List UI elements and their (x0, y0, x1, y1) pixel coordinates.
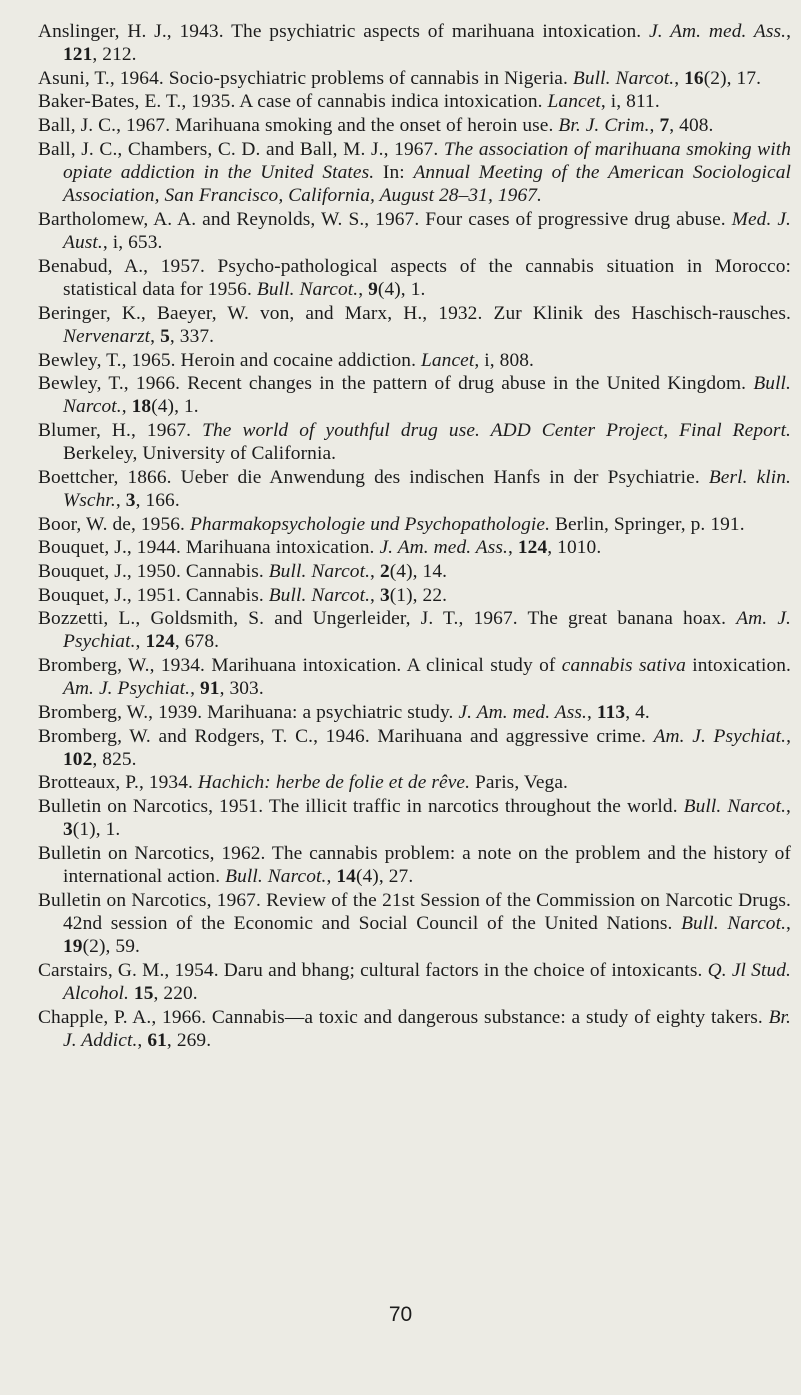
reference-title-italic: cannabis sativa (561, 655, 686, 677)
reference-text: , 825. (92, 748, 137, 770)
reference-text: Bozzetti, L., Goldsmith, S. and Ungerleider, J. T., 1967. The great banana hoax. (38, 608, 737, 630)
reference-volume: 18 (131, 396, 152, 418)
reference-list (38, 20, 791, 1052)
reference-title-italic: Bull. Narcot. (256, 279, 359, 301)
reference-text: (4), 27. (355, 866, 414, 888)
reference-text: , (786, 725, 792, 747)
reference-volume: 19 (63, 936, 83, 958)
reference-title-italic: Med. J. Aust. (63, 208, 791, 254)
reference-text: , (649, 115, 660, 137)
reference-entry (38, 771, 791, 794)
reference-title-italic: Lancet (420, 349, 475, 371)
reference-text: , (786, 796, 791, 818)
reference-title-italic: Bull. Narcot. (681, 913, 787, 935)
reference-text: (4), 14. (389, 560, 448, 582)
reference-text: Benabud, A., 1957. Psycho-pathological aspects of the cannabis situation in Morocco: statistical data for 1956. (38, 255, 791, 301)
reference-title-italic: J. Am. med. Ass. (649, 21, 787, 42)
reference-title-italic: Am. J. Psychiat. (653, 725, 787, 747)
reference-text: , 1010. (547, 537, 602, 559)
reference-text: , (150, 325, 161, 347)
reference-text: Beringer, K., Baeyer, W. von, and Marx, H., 1932. Zur Klinik des Haschisch-rausches. (38, 302, 791, 324)
reference-entry (38, 208, 791, 255)
reference-entry (38, 90, 791, 113)
reference-volume: 9 (368, 279, 378, 301)
reference-text: Boettcher, 1866. Ueber die Anwendung des indischen Hanfs in der Psychiatrie. (38, 466, 709, 488)
reference-text: Paris, Vega. (470, 772, 568, 794)
reference-title-italic: Nervenarzt (63, 325, 151, 347)
reference-entry (38, 67, 791, 90)
reference-title-italic: Bull. Narcot. (268, 584, 371, 606)
reference-title-italic: J. Am. med. Ass. (379, 537, 508, 559)
reference-text: , (586, 701, 597, 723)
reference-entry (38, 725, 791, 772)
reference-text: Bouquet, J., 1950. Cannabis. (38, 560, 269, 582)
reference-title-italic: J. Am. med. Ass. (458, 701, 587, 723)
reference-text: Berkeley, University of California. (63, 443, 337, 465)
reference-text: Bromberg, W., 1934. Marihuana intoxication. A clinical study of (38, 655, 562, 677)
reference-volume: 91 (199, 678, 220, 700)
reference-entry (38, 654, 791, 701)
reference-entry (38, 560, 791, 583)
reference-entry (38, 114, 791, 137)
reference-entry (38, 372, 791, 419)
reference-text: , 220. (153, 983, 198, 1005)
reference-text: Anslinger, H. J., 1943. The psychiatric aspects of marihuana intoxication. (38, 21, 649, 42)
reference-title-italic: Bull. Narcot. (683, 796, 787, 818)
reference-entry (38, 349, 791, 372)
reference-text: , (326, 866, 337, 888)
reference-volume: 16 (684, 67, 704, 89)
reference-text: Bartholomew, A. A. and Reynolds, W. S., 1967. Four cases of progressive drug abuse. (38, 208, 732, 230)
reference-text: , 303. (219, 678, 264, 700)
reference-entry (38, 513, 791, 536)
reference-entry (38, 419, 791, 466)
reference-text: Baker-Bates, E. T., 1935. A case of cannabis indica intoxication. (38, 91, 548, 113)
reference-volume: 61 (147, 1030, 167, 1052)
reference-text: , (786, 913, 791, 935)
reference-volume: 3 (379, 584, 390, 606)
reference-text: , (121, 396, 132, 418)
reference-title-italic: Berl. klin. Wschr. (63, 466, 791, 512)
reference-text: intoxication. (685, 655, 791, 677)
reference-text: Ball, J. C., 1967. Marihuana smoking and the onset of heroin use. (38, 115, 559, 137)
reference-title-italic: Br. J. Addict. (63, 1006, 791, 1052)
reference-text: Bouquet, J., 1944. Marihuana intoxication. (38, 537, 380, 559)
reference-volume: 124 (517, 537, 548, 559)
reference-text: (1), 22. (389, 584, 448, 606)
reference-title-italic: Pharmakopsychologie und Psychopathologie. (189, 513, 551, 535)
reference-text: , 337. (169, 325, 215, 347)
reference-text: , (370, 584, 380, 606)
reference-title-italic: Bull. Narcot. (268, 560, 371, 582)
reference-text: Bulletin on Narcotics, 1962. The cannabis problem: a note on the problem and the history of international action. (38, 842, 791, 888)
reference-text: , (137, 1030, 148, 1052)
reference-text: , i, 653. (102, 232, 163, 254)
reference-text: , i, 808. (474, 349, 534, 371)
reference-text: , (786, 21, 792, 42)
reference-entry (38, 20, 791, 67)
reference-text: , i, 811. (600, 91, 660, 113)
reference-entry (38, 138, 791, 208)
reference-text: , (135, 631, 146, 653)
reference-text: Bromberg, W. and Rodgers, T. C., 1946. Marihuana and aggressive crime. (38, 725, 654, 747)
reference-entry (38, 302, 791, 349)
reference-text: , (507, 537, 518, 559)
reference-title-italic: Lancet (547, 91, 601, 113)
reference-volume: 121 (63, 44, 93, 66)
reference-text: Bouquet, J., 1951. Cannabis. (38, 584, 269, 606)
reference-entry (38, 842, 791, 889)
reference-title-italic: The association of marihuana smoking with opiate addiction in the United States. (63, 138, 791, 183)
reference-text: , (358, 279, 369, 301)
reference-text: , 166. (135, 490, 180, 512)
reference-entry (38, 584, 791, 607)
reference-volume: 113 (596, 701, 626, 723)
reference-entry (38, 536, 791, 559)
reference-entry (38, 889, 791, 959)
reference-title-italic: Q. Jl Stud. Alcohol. (63, 960, 791, 1005)
reference-volume: 5 (160, 325, 170, 347)
reference-text: Berlin, Springer, p. 191. (550, 513, 745, 535)
reference-volume: 2 (379, 560, 390, 582)
reference-entry (38, 701, 791, 724)
reference-text: , 269. (166, 1030, 212, 1052)
reference-text: Blumer, H., 1967. (38, 420, 203, 442)
reference-title-italic: Annual Meeting of the American Sociological Association, San Francisco, California, August 28–31, 1967. (63, 161, 791, 207)
reference-text: (4), 1. (151, 396, 199, 418)
reference-text: Bulletin on Narcotics, 1967. Review of the 21st Session of the Commission on Narcotic Drugs. 42nd session of the Economic and Social Council of the United Nations. (38, 889, 791, 935)
reference-text: Bromberg, W., 1939. Marihuana: a psychiatric study. (38, 701, 459, 723)
reference-text: , (115, 490, 126, 512)
reference-text: , (190, 678, 200, 700)
reference-text: In: (374, 161, 414, 183)
reference-entry (38, 959, 791, 1006)
reference-text: Boor, W. de, 1956. (38, 513, 190, 535)
reference-text: , 4. (625, 701, 650, 723)
reference-text: Bulletin on Narcotics, 1951. The illicit traffic in narcotics throughout the world. (38, 796, 684, 818)
reference-volume: 7 (659, 115, 670, 137)
reference-entry (38, 466, 791, 513)
reference-text: , (674, 67, 685, 89)
reference-text: Bewley, T., 1966. Recent changes in the pattern of drug abuse in the United Kingdom. (38, 373, 754, 395)
reference-volume: 3 (125, 490, 136, 512)
reference-title-italic: Am. J. Psychiat. (63, 608, 791, 653)
reference-title-italic: Am. J. Psychiat. (63, 678, 191, 700)
reference-title-italic: Bull. Narcot. (225, 866, 327, 888)
reference-text: , 212. (92, 44, 137, 66)
reference-text: (1), 1. (72, 819, 121, 841)
reference-text: Bewley, T., 1965. Heroin and cocaine addiction. (38, 349, 421, 371)
reference-text: Carstairs, G. M., 1954. Daru and bhang; cultural factors in the choice of intoxicants. (38, 960, 708, 981)
reference-entry (38, 1006, 791, 1053)
reference-entry (38, 255, 791, 302)
reference-text: (2), 17. (703, 67, 762, 89)
page-number: 70 (388, 1303, 413, 1326)
reference-text: (2), 59. (82, 936, 140, 958)
reference-text: , 408. (669, 115, 714, 137)
reference-volume: 3 (63, 819, 73, 841)
reference-text: Chapple, P. A., 1966. Cannabis—a toxic and dangerous substance: a study of eighty takers. (38, 1006, 769, 1028)
reference-volume: 15 (133, 983, 154, 1005)
reference-title-italic: Bull. Narcot. (572, 67, 675, 89)
reference-text: (4), 1. (377, 279, 426, 301)
reference-title-italic: Bull. Narcot. (63, 373, 791, 418)
reference-entry (38, 795, 791, 842)
reference-text: Ball, J. C., Chambers, C. D. and Ball, M. J., 1967. (38, 138, 444, 160)
reference-volume: 102 (63, 748, 93, 770)
reference-volume: 124 (145, 631, 175, 653)
reference-volume: 14 (336, 866, 356, 888)
reference-text: Asuni, T., 1964. Socio-psychiatric problems of cannabis in Nigeria. (38, 67, 573, 89)
reference-title-italic: Br. J. Crim. (558, 115, 650, 137)
reference-text: , 678. (174, 631, 220, 653)
reference-entry (38, 607, 791, 654)
reference-text: Brotteaux, P., 1934. (38, 772, 198, 794)
reference-title-italic: The world of youthful drug use. ADD Center Project, Final Report. (202, 420, 792, 442)
reference-text: , (370, 560, 380, 582)
reference-title-italic: Hachich: herbe de folie et de rêve. (197, 772, 471, 794)
